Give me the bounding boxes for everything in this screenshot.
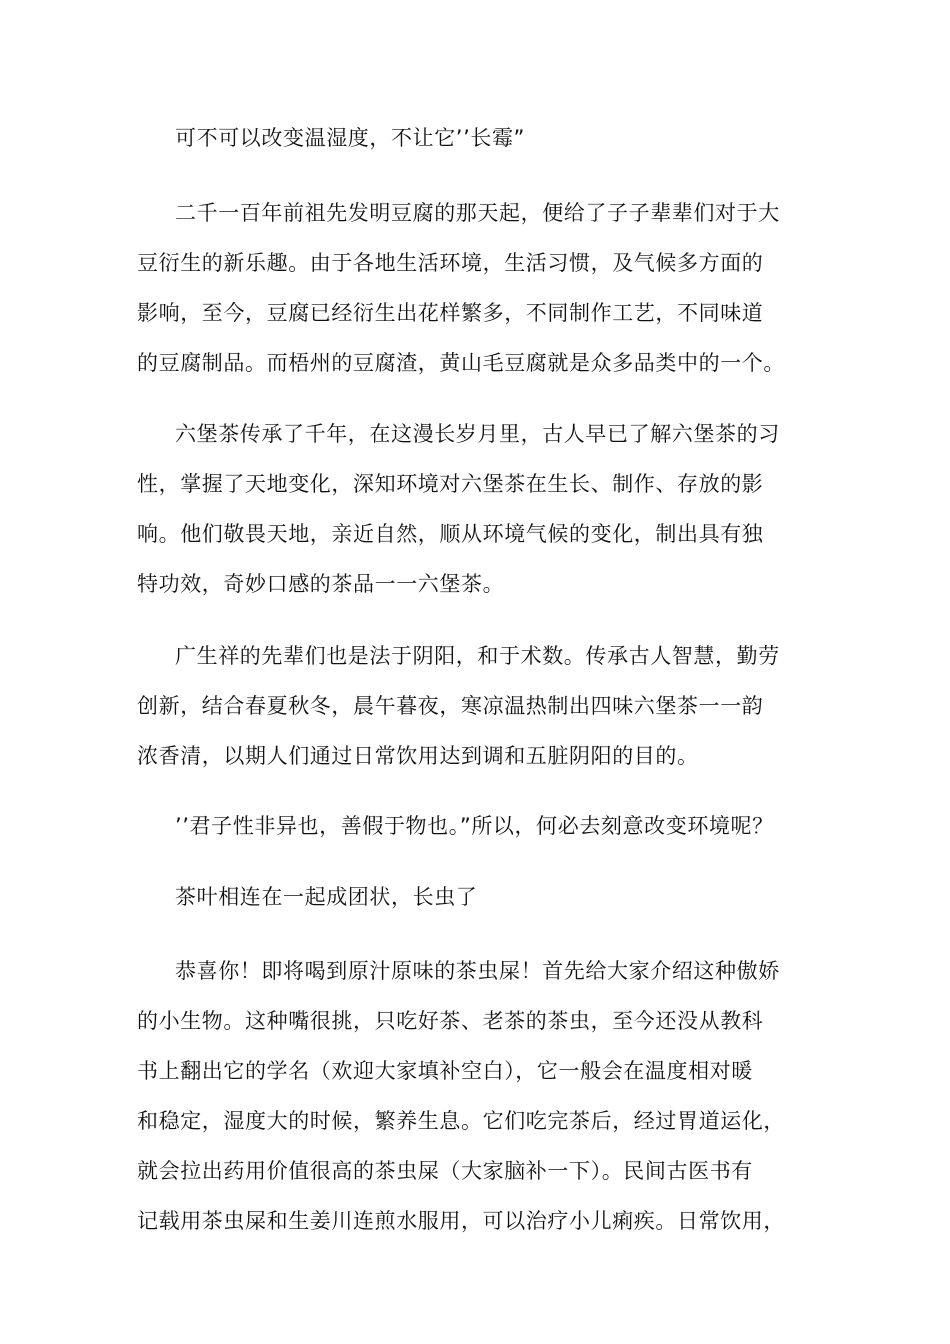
text-line: 的小生物。这种嘴很挑，只吃好茶、老茶的茶虫，至今还没从教科 [137,1009,764,1033]
text-line: 广生祥的先辈们也是法于阴阳，和于术数。传承古人智慧，勤劳 [175,644,780,668]
text-line: 恭喜你！即将喝到原汁原味的茶虫屎！首先给大家介绍这种傲娇 [175,959,780,983]
text-line: 二千一百年前祖先发明豆腐的那天起，便给了子子辈辈们对于大 [175,201,780,225]
heading-tea-insects: 茶叶相连在一起成团状，长虫了 [175,885,478,909]
text-line: 特功效，奇妙口感的茶品一一六堡茶。 [137,572,505,596]
text-line: 书上翻出它的学名（欢迎大家填补空白），它一般会在温度相对暖 [137,1059,753,1083]
text-line: 记载用茶虫屎和生姜川连煎水服用，可以治疗小儿痢疾。日常饮用， [137,1209,785,1233]
text-line: 创新，结合春夏秋冬，晨午暮夜，寒凉温热制出四味六堡茶一一韵 [137,694,764,718]
text-line: 就会拉出药用价值很高的茶虫屎（大家脑补一下）。民间古医书有 [137,1159,753,1183]
text-line: 影响，至今，豆腐已经衍生出花样繁多，不同制作工艺，不同味道 [137,301,764,325]
text-line: 的豆腐制品。而梧州的豆腐渣，黄山毛豆腐就是众多品类中的一个。 [137,351,785,375]
text-line: 豆衍生的新乐趣。由于各地生活环境，生活习惯，及气候多方面的 [137,251,764,275]
heading-humidity: 可不可以改变温湿度，不让它’’长霉” [175,126,526,150]
text-line: 和稳定，湿度大的时候，繁养生息。它们吃完茶后，经过胃道运化， [137,1109,785,1133]
text-line: 六堡茶传承了千年，在这漫长岁月里，古人早已了解六堡茶的习 [175,422,780,446]
text-line: 浓香清，以期人们通过日常饮用达到调和五脏阴阳的目的。 [137,744,699,768]
text-line: 响。他们敬畏天地，亲近自然，顺从环境气候的变化，制出具有独 [137,522,764,546]
text-line: 性，掌握了天地变化，深知环境对六堡茶在生长、制作、存放的影 [137,472,764,496]
quote-line: ’’君子性非异也，善假于物也。”所以，何必去刻意改变环境呢？ [175,814,774,838]
